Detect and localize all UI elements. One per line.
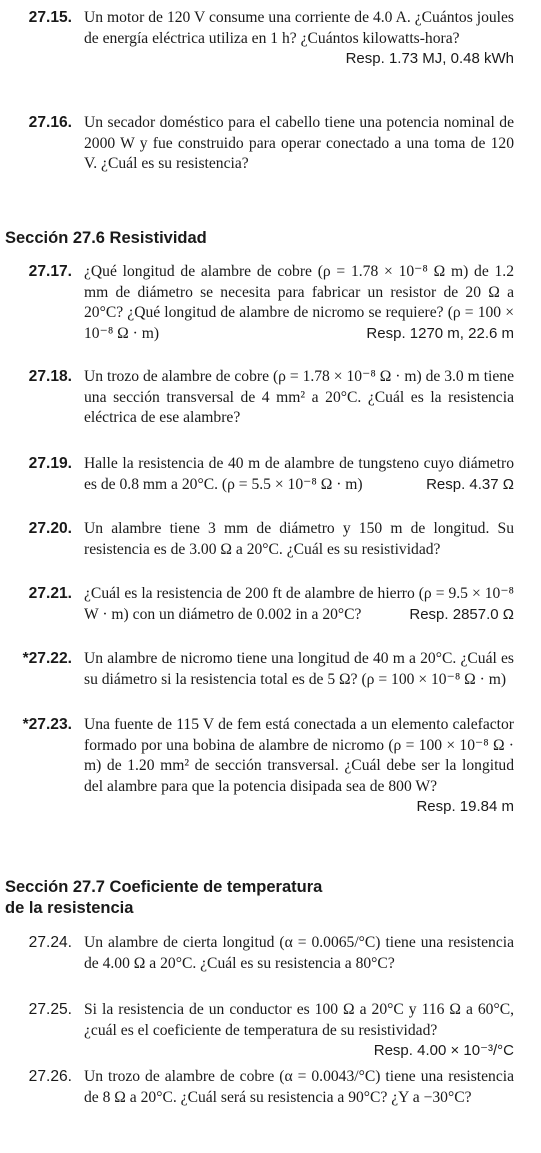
- problem-text: Un trozo de alambre de cobre (α = 0.0043/°C) tiene una resistencia de 8 Ω a 20°C. ¿Cuál será su resistencia a 90°C? ¿Y a −30°C?: [84, 1068, 514, 1106]
- problem-text: [84, 8, 514, 70]
- problem-number: 27.17.: [28, 263, 72, 280]
- problem-number: 27.24.: [28, 934, 72, 951]
- problem-statement: Un motor de 120 V consume una corriente de 4.0 A. ¿Cuántos joules de energía eléctrica utiliza en 1 h? ¿Cuántos kilowatts-hora?: [84, 9, 514, 47]
- problem-number: 27.20.: [28, 520, 72, 537]
- problem-text: Un alambre de cierta longitud (α = 0.0065/°C) tiene una resistencia de 4.00 Ω a 20°C. ¿Cuál es su resistencia a 80°C?: [84, 934, 514, 972]
- answer: Resp. 4.00 × 10⁻³/°C: [373, 1042, 514, 1059]
- problem-text: Un alambre tiene 3 mm de diámetro y 150 m de longitud. Su resistencia es de 3.00 Ω a 20°C. ¿Cuál es su resistividad?: [84, 520, 514, 558]
- problem-number: 27.21.: [28, 585, 72, 602]
- section-heading-line-1: Sección 27.7 Coeficiente de temperatura: [5, 878, 323, 896]
- problem-statement: Halle la resistencia de 40 m de alambre de tungsteno cuyo diámetro es de 0.8 mm a 20°C. (ρ = 5.5 × 10⁻⁸ Ω · m): [84, 455, 514, 493]
- answer: Resp. 4.37 Ω: [426, 475, 514, 493]
- problem-statement: Si la resistencia de un conductor es 100 Ω a 20°C y 116 Ω a 60°C, ¿cuál es el coeficiente de temperatura de su resistividad?: [84, 1001, 514, 1039]
- problem-text: [84, 715, 514, 818]
- answer: Resp. 2857.0 Ω: [409, 605, 514, 623]
- problem-text: [84, 1000, 514, 1062]
- problem-text: Un alambre de nicromo tiene una longitud de 40 m a 20°C. ¿Cuál es su diámetro si la resistencia total es de 5 Ω? (ρ = 100 × 10⁻⁸ Ω · m): [84, 650, 514, 688]
- problem-text: Un trozo de alambre de cobre (ρ = 1.78 × 10⁻⁸ Ω · m) de 3.0 m tiene una sección transversal de 4 mm² a 20°C. ¿Cuál es la resistencia eléctrica de ese alambre?: [84, 368, 514, 426]
- section-heading-line-2: de la resistencia: [5, 899, 134, 917]
- problem-text: [84, 454, 514, 495]
- problem-number: 27.26.: [28, 1068, 72, 1085]
- problem-number: *27.23.: [22, 716, 72, 733]
- section-heading-27-7: [5, 877, 525, 919]
- answer: Resp. 19.84 m: [416, 798, 514, 815]
- problem-number: *27.22.: [22, 650, 72, 667]
- problem-statement: Una fuente de 115 V de fem está conectada a un elemento calefactor formado por una bobina de alambre de nicromo (ρ = 100 × 10⁻⁸ Ω · m) de 1.20 mm² de sección transversal. ¿Cuál debe ser la longitud del alambre para que la potencia disipada sea de 800 W?: [84, 716, 514, 795]
- problem-statement: ¿Cuál es la resistencia de 200 ft de alambre de hierro (ρ = 9.5 × 10⁻⁸ W · m) con un diámetro de 0.002 in a 20°C?: [84, 585, 514, 623]
- problem-text: Un secador doméstico para el cabello tiene una potencia nominal de 2000 W y fue construido para operar conectado a una toma de 120 V. ¿Cuál es su resistencia?: [84, 114, 514, 172]
- problem-number: 27.15.: [28, 9, 72, 26]
- answer: Resp. 1270 m, 22.6 m: [366, 324, 514, 342]
- problem-text: [84, 584, 514, 625]
- problem-text: [84, 262, 514, 344]
- answer: Resp. 1.73 MJ, 0.48 kWh: [345, 50, 514, 67]
- section-heading-27-6: Sección 27.6 Resistividad: [5, 229, 207, 247]
- problem-number: 27.25.: [28, 1001, 72, 1018]
- problem-number: 27.19.: [28, 455, 72, 472]
- problem-number: 27.18.: [28, 368, 72, 385]
- problem-statement: ¿Qué longitud de alambre de cobre (ρ = 1.78 × 10⁻⁸ Ω m) de 1.2 mm de diámetro se necesita para fabricar un resistor de 20 Ω a 20°C? ¿Qué longitud de alambre de nicromo se requiere? (ρ = 100 × 10⁻⁸ Ω · m): [84, 263, 514, 342]
- problem-number: 27.16.: [28, 114, 72, 131]
